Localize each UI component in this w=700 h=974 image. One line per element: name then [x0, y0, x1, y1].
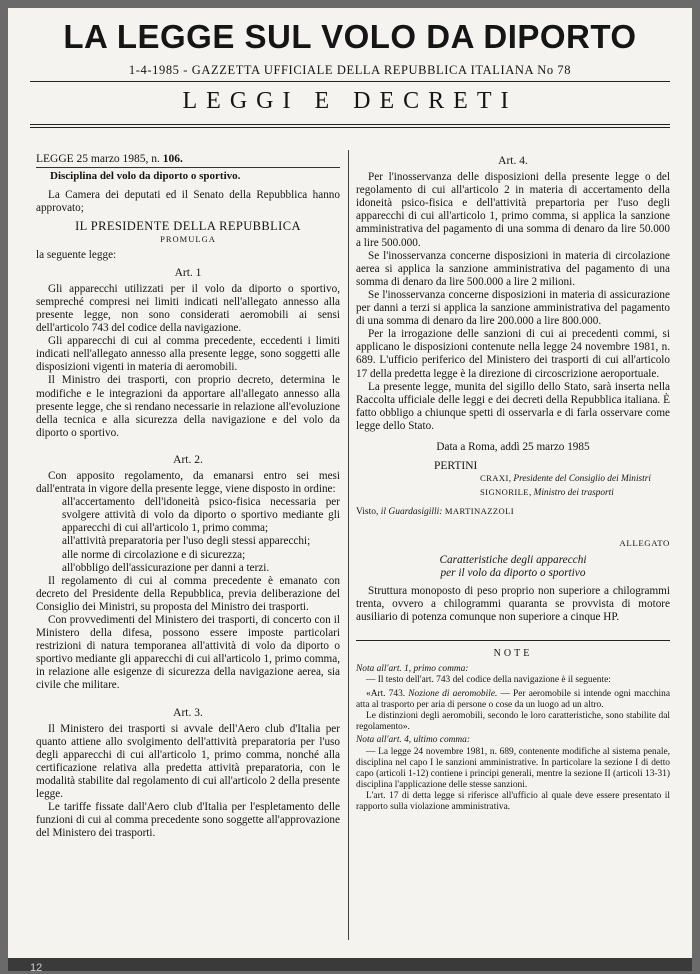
art4-paragraph-3: Se l'inosservanza concerne disposizioni in materia di assicurazione per danni a terzi si applica la sanzione amministrativa del pagamento di una somma di denaro da lire 200.000 a lire 800.000. [356, 288, 670, 328]
notes-rule [356, 640, 670, 641]
art2-item-1: all'accertamento dell'idoneità psico-fisica necessaria per svolgere attività di volo da diporto o sportivo mediante gli apparecchi di cui all'articolo 1, primo comma; [62, 496, 340, 535]
art3-paragraph-2: Le tariffe fissate dall'Aero club d'Italia per l'espletamento delle funzioni di cui al comma precedente sono soggette all'approvazione del Ministero dei trasporti. [36, 801, 340, 840]
nota1-quote-rest: — Per aeromobile si intende ogni macchina atta al trasporto per aria di persone o cose da un luogo ad un altro. [356, 689, 670, 711]
following-law: la seguente legge: [36, 248, 117, 261]
camera-approval: La Camera dei deputati ed il Senato della Repubblica hanno approvato; [36, 189, 340, 215]
art4-paragraph-4: Per la irrogazione delle sanzioni di cui ai precedenti commi, si applicano le disposizioni contenute nella legge 24 novembre 1981, n. 689. L'ufficio periferico del Ministero dei trasporti di cui all'articolo 17 della predetta legge è la direzione di circoscrizione aeroportuale. [356, 328, 670, 380]
visto-prefix: Visto, [356, 507, 381, 518]
nota1-quote-title: Nozione di aeromobile. [408, 689, 498, 700]
visto-line [356, 505, 670, 519]
nota2-heading: Nota all'art. 4, ultimo comma: [356, 735, 470, 746]
header-rule-mid [30, 124, 670, 125]
visto-name: MARTINAZZOLI [444, 506, 515, 517]
section-title: LEGGI E DECRETI [182, 88, 518, 114]
law-number: 106. [162, 153, 183, 165]
annex-structure-text: Struttura monoposto di peso proprio non superiore a chilogrammi trenta, ovvero a chilogrammi quaranta se provvista di motore ausiliario di potenza comunque non superiore a cinque HP. [356, 584, 670, 623]
craxi-role: , Presidente del Consiglio dei Ministri [508, 474, 651, 485]
art2-paragraph-2: Il regolamento di cui al comma precedente è emanato con decreto del Presidente della Repubblica, previa deliberazione del Consiglio dei Ministri, su proposta del Ministro dei trasporti. [36, 574, 340, 613]
art2-title: Art. 2. [173, 453, 203, 466]
annex-title-line-1: Caratteristiche degli apparecchi [439, 554, 587, 567]
header-rule-top [30, 81, 670, 82]
art4-paragraph-2: Se l'inosservanza concerne disposizioni in materia di circolazione aerea si applica la sanzione amministrativa del pagamento di una somma di denaro da lire 500.000 a lire 2 milioni. [356, 249, 670, 288]
art1-paragraph-2: Gli apparecchi di cui al comma precedente, eccedenti i limiti indicati nell'allegato annesso alla presente legge, sono soggetti alle disposizioni vigenti in materia di aeromobili. [36, 335, 340, 374]
art2-paragraph-3: Con provvedimenti del Ministero dei trasporti, di concerto con il Ministero della difesa, possono essere imposte particolari restrizioni di natura temporanea all'attività di volo da diporto o sportivo mediante gli apparecchi di cui all'articolo 1, primo comma, in relazione alle esigenze di sicurezza della navigazione aerea, sia civile che militare. [36, 614, 340, 692]
nota1-quote-lead: «Art. 743. [366, 689, 409, 700]
craxi-name: CRAXI [480, 473, 509, 484]
date-place: Data a Roma, addì 25 marzo 1985 [436, 440, 590, 453]
nota1-quote-2: Le distinzioni degli aeromobili, secondo le loro caratteristiche, sono stabilite dal regolamento». [356, 711, 670, 733]
promulga-label: PROMULGA [160, 234, 216, 245]
gazzetta-line: 1-4-1985 - GAZZETTA UFFICIALE DELLA REPUBBLICA ITALIANA No 78 [128, 63, 572, 77]
signorile-role: , Ministro dei trasporti [528, 488, 614, 499]
signature-craxi [480, 473, 670, 485]
signature-signorile [480, 487, 670, 499]
notes-block [356, 664, 670, 813]
art3-paragraph-1: Il Ministero dei trasporti si avvale dell'Aero club d'Italia per quanto attiene allo svolgimento dell'attività preparatoria per l'uso degli apparecchi di cui all'articolo 1, primo comma, nonché alla certificazione relativa alla predetta attività preparatoria, con le modalità stabilite dal regolamento di cui all'articolo 2 della presente legge. [36, 722, 340, 801]
nota2-paragraph-1: — La legge 24 novembre 1981, n. 689, contenente modifiche al sistema penale, disciplina nel capo I le sanzioni amministrative. In particolare la sezione I di detto capo (articoli 1-12) contiene i principi generali, mentre la sezione II (articoli 13-31) disciplina l'applicazione delle stesse sanzioni. [356, 746, 670, 790]
nota1-quote-1 [356, 689, 670, 711]
art3-title: Art. 3. [173, 706, 203, 719]
nota1-paragraph: — Il testo dell'art. 743 del codice della navigazione è il seguente: [366, 675, 611, 685]
art1-paragraph-3: Il Ministro dei trasporti, con proprio decreto, determina le modifiche e le integrazioni da apportare all'allegato annesso alla presente legge, che si rendano necessarie in relazione all'evoluzione della tecnica e alla sicurezza della navigazione e del volo da diporto o sportivo. [36, 374, 340, 439]
signature-pertini: PERTINI [434, 460, 478, 473]
art4-paragraph-1: Per l'inosservanza delle disposizioni della presente legge o del regolamento di cui all'articolo 2 in materia di accertamento della idoneità psico-fisica e dell'attività prepartoria per l'uso degli apparecchi di cui all'articolo 1, primo comma, si applica la sanzione amministrativa del pagamento di una somma di denaro da lire 50.000 a lire 500.000. [356, 171, 670, 249]
signorile-name: SIGNORILE [480, 487, 529, 498]
column-separator [348, 150, 349, 940]
law-subject: Disciplina del volo da diporto o sportivo. [50, 170, 241, 183]
headline-title: LA LEGGE SUL VOLO DA DIPORTO [63, 18, 637, 55]
notes-title: NOTE [493, 647, 533, 659]
right-column [356, 153, 670, 813]
art2-item-4: all'obbligo dell'assicurazione per danni a terzi. [62, 561, 270, 574]
page-footer-band [8, 958, 692, 971]
annex-title-line-2: per il volo da diporto o sportivo [440, 567, 586, 580]
law-heading [36, 153, 340, 168]
art1-paragraph-1: Gli apparecchi utilizzati per il volo da diporto o sportivo, sempreché compresi nei limiti indicati nell'allegato annesso alla presente legge, non sono considerati aeromobili ai sensi dell'articolo 743 del codice della navigazione. [36, 282, 340, 335]
header-rule-bottom [30, 127, 670, 128]
page-number: 12 [30, 962, 43, 974]
art2-item-2: all'attività preparatoria per l'uso degli stessi apparecchi; [62, 535, 311, 548]
art4-title: Art. 4. [498, 155, 528, 167]
art2-item-3: alle norme di circolazione e di sicurezza; [62, 548, 246, 561]
president-heading: IL PRESIDENTE DELLA REPUBBLICA [75, 219, 301, 234]
visto-role: il Guardasigilli: [380, 507, 445, 518]
art2-paragraph-1: Con apposito regolamento, da emanarsi entro sei mesi dall'entrata in vigore della presente legge, viene disposto in ordine: [36, 469, 340, 496]
annex-title [356, 554, 670, 580]
nota1-heading: Nota all'art. 1, primo comma: [356, 663, 469, 674]
art1-title: Art. 1 [174, 266, 202, 279]
left-column [36, 153, 340, 841]
law-heading-text: LEGGE 25 marzo 1985, n. [36, 153, 163, 165]
nota2-paragraph-2: L'art. 17 di detta legge si riferisce all'ufficio al quale deve essere presentato il rapporto sulla violazione amministrativa. [356, 790, 670, 813]
art4-paragraph-5: La presente legge, munita del sigillo dello Stato, sarà inserta nella Raccolta ufficiale delle leggi e dei decreti della Repubblica italiana. È fatto obbligo a chiunque spetti di osservarla e di farla osservare come legge dello Stato. [356, 380, 670, 432]
allegato-label: ALLEGATO [619, 538, 670, 549]
